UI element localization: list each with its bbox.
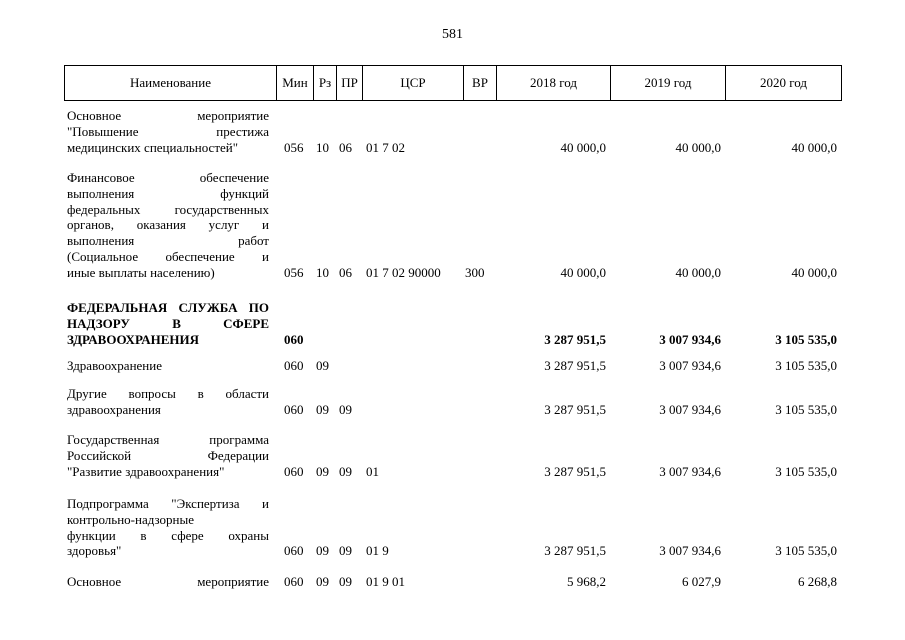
row-rz: 09 — [316, 401, 329, 417]
header-2020: 2020 год — [725, 66, 841, 100]
row-amount-y2019: 6 027,9 — [682, 574, 721, 589]
row-amount-y2019: 3 007 934,6 — [659, 543, 721, 559]
header-csr: ЦСР — [362, 66, 463, 100]
row-min: 060 — [284, 358, 304, 373]
row-min: 056 — [284, 264, 304, 280]
row-name-line: НАДЗОРУ В СФЕРЕ — [67, 315, 269, 331]
row-amount-y2020: 3 105 535,0 — [775, 331, 837, 347]
row-amount-y2018: 40 000,0 — [560, 264, 606, 280]
row-min: 060 — [284, 401, 304, 417]
row-amount-y2019: 40 000,0 — [675, 264, 721, 280]
header-name: Наименование — [130, 75, 211, 90]
row-csr: 01 7 02 90000 — [366, 264, 441, 280]
row-amount-y2018: 3 287 951,5 — [544, 331, 606, 347]
row-csr: 01 — [366, 463, 379, 479]
row-name-line: федеральных государственных — [67, 201, 269, 217]
header-2019: 2019 год — [610, 66, 725, 100]
row-name-line: Российской Федерации — [67, 447, 269, 463]
row-amount-y2019: 3 007 934,6 — [659, 358, 721, 373]
row-name — [67, 432, 269, 479]
row-amount-y2018: 3 287 951,5 — [544, 358, 606, 373]
row-amount-y2020: 3 105 535,0 — [775, 463, 837, 479]
row-amount-y2019: 3 007 934,6 — [659, 401, 721, 417]
row-rz: 09 — [316, 574, 329, 589]
row-pr: 06 — [339, 264, 352, 280]
row-min: 060 — [284, 331, 304, 347]
row-csr: 01 9 — [366, 543, 389, 559]
row-name-line: Здравоохранение — [67, 358, 162, 373]
row-amount-y2019: 3 007 934,6 — [659, 463, 721, 479]
row-amount-y2019: 40 000,0 — [675, 139, 721, 155]
row-amount-y2019: 3 007 934,6 — [659, 331, 721, 347]
row-name — [67, 300, 269, 347]
header-2018: 2018 год — [496, 66, 610, 100]
row-name-line: ФЕДЕРАЛЬНАЯ СЛУЖБА ПО — [67, 300, 269, 315]
row-rz: 10 — [316, 264, 329, 280]
row-name-line: медицинских специальностей" — [67, 139, 239, 155]
row-name-line: Финансовое обеспечение — [67, 170, 269, 185]
row-pr: 09 — [339, 574, 352, 589]
row-min: 060 — [284, 574, 304, 589]
header-rz: Рз — [313, 66, 336, 100]
row-name-line: (Социальное обеспечение и — [67, 248, 269, 264]
row-name-line: Подпрограмма "Экспертиза и — [67, 496, 269, 511]
row-pr: 09 — [339, 463, 352, 479]
table-header — [64, 65, 842, 101]
row-csr: 01 7 02 — [366, 139, 405, 155]
row-name-line: Другие вопросы в области — [67, 386, 269, 401]
row-name-line: Государственная программа — [67, 432, 269, 447]
row-amount-y2018: 3 287 951,5 — [544, 543, 606, 559]
row-vr: 300 — [465, 264, 485, 280]
row-name-line: функции в сфере охраны — [67, 527, 269, 543]
row-amount-y2020: 40 000,0 — [791, 264, 837, 280]
row-amount-y2018: 5 968,2 — [567, 574, 606, 589]
row-amount-y2020: 40 000,0 — [791, 139, 837, 155]
row-min: 060 — [284, 543, 304, 559]
row-name — [67, 386, 269, 418]
row-amount-y2020: 3 105 535,0 — [775, 401, 837, 417]
row-name-line: ЗДРАВООХРАНЕНИЯ — [67, 331, 200, 347]
row-pr: 06 — [339, 139, 352, 155]
row-name-line: Основное мероприятие — [67, 574, 269, 589]
row-min: 056 — [284, 139, 304, 155]
row-name — [67, 496, 269, 559]
row-name-line: "Развитие здравоохранения" — [67, 463, 225, 479]
row-min: 060 — [284, 463, 304, 479]
row-pr: 09 — [339, 543, 352, 559]
row-pr: 09 — [339, 401, 352, 417]
row-name — [67, 358, 269, 374]
row-rz: 09 — [316, 358, 329, 373]
header-pr: ПР — [336, 66, 362, 100]
row-amount-y2020: 6 268,8 — [798, 574, 837, 589]
row-name-line: здоровья" — [67, 543, 122, 559]
row-csr: 01 9 01 — [366, 574, 405, 589]
row-name-line: "Повышение престижа — [67, 123, 269, 139]
row-name-line: выполнения работ — [67, 233, 269, 249]
row-name-line: выполнения функций — [67, 185, 269, 201]
row-name-line: иные выплаты населению) — [67, 264, 215, 280]
row-name-line: органов, оказания услуг и — [67, 217, 269, 233]
row-name — [67, 574, 269, 590]
row-name — [67, 108, 269, 155]
row-name-line: контрольно-надзорные — [67, 511, 195, 527]
row-name-line: здравоохранения — [67, 401, 161, 417]
row-rz: 09 — [316, 543, 329, 559]
row-amount-y2018: 40 000,0 — [560, 139, 606, 155]
row-amount-y2018: 3 287 951,5 — [544, 401, 606, 417]
row-name-line: Основное мероприятие — [67, 108, 269, 123]
row-amount-y2020: 3 105 535,0 — [775, 543, 837, 559]
header-min: Мин — [276, 66, 313, 100]
row-amount-y2020: 3 105 535,0 — [775, 358, 837, 373]
header-vr: ВР — [463, 66, 496, 100]
row-name — [67, 170, 269, 281]
row-rz: 09 — [316, 463, 329, 479]
row-amount-y2018: 3 287 951,5 — [544, 463, 606, 479]
row-rz: 10 — [316, 139, 329, 155]
page-number: 581 — [442, 27, 463, 42]
